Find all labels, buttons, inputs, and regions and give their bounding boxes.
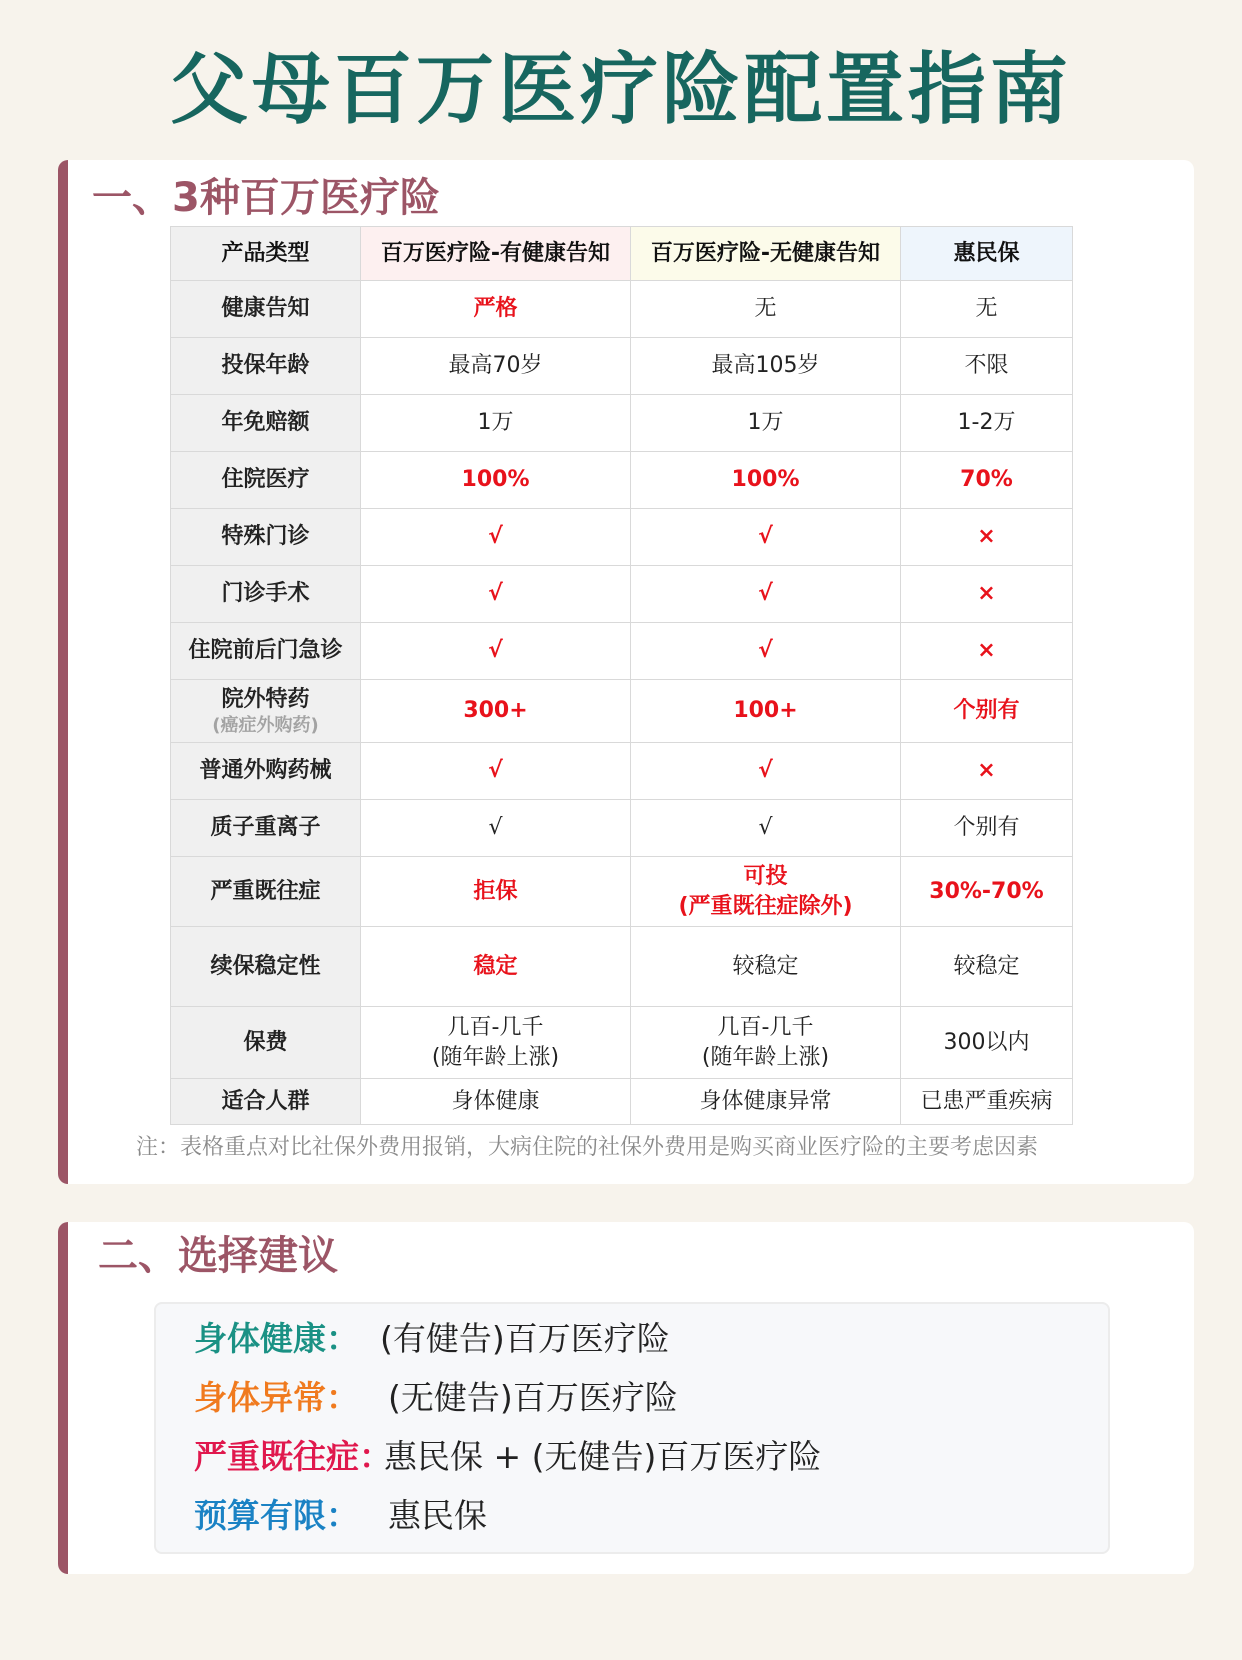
advice-item — [194, 1373, 678, 1423]
row-label: 普通外购药械 — [171, 743, 361, 800]
column-header: 百万医疗险-有健康告知 — [361, 227, 631, 281]
row-label: 门诊手术 — [171, 566, 361, 623]
table-row — [171, 281, 1073, 338]
table-cell: √ — [631, 623, 901, 680]
advice-card — [58, 1222, 1194, 1574]
table-cell: 300+ — [361, 680, 631, 743]
advice-item — [194, 1314, 670, 1364]
table-row — [171, 1079, 1073, 1125]
row-label: 适合人群 — [171, 1079, 361, 1125]
table-cell: 1-2万 — [901, 395, 1073, 452]
table-cell: × — [901, 509, 1073, 566]
table-row — [171, 1007, 1073, 1079]
cell-sub: (随年龄上涨) — [431, 1044, 560, 1070]
row-label-main: 院外特药 — [221, 687, 310, 712]
cell-main: 几百-几千 — [447, 1014, 544, 1040]
table-cell: 较稳定 — [901, 927, 1073, 1007]
section-heading-comparison: 一、3种百万医疗险 — [92, 175, 440, 221]
comparison-table — [170, 226, 1073, 1125]
table-cell: 100% — [631, 452, 901, 509]
table-cell: 300以内 — [901, 1007, 1073, 1079]
table-cell: 个别有 — [901, 680, 1073, 743]
advice-label: 严重既往症： — [194, 1437, 392, 1476]
row-label: 健康告知 — [171, 281, 361, 338]
row-label: 续保稳定性 — [171, 927, 361, 1007]
table-cell — [361, 1007, 631, 1079]
row-label — [171, 680, 361, 743]
row-label: 年免赔额 — [171, 395, 361, 452]
table-header-row — [171, 227, 1073, 281]
table-cell: 已患严重疾病 — [901, 1079, 1073, 1125]
table-cell: √ — [631, 743, 901, 800]
cell-main: 可投 — [743, 863, 788, 889]
table-cell: √ — [631, 509, 901, 566]
advice-label: 预算有限： — [194, 1496, 359, 1535]
table-cell: √ — [631, 566, 901, 623]
row-label: 质子重离子 — [171, 800, 361, 857]
table-row — [171, 857, 1073, 927]
column-header: 百万医疗险-无健康告知 — [631, 227, 901, 281]
accent-bar — [58, 1222, 68, 1574]
table-cell: 最高105岁 — [631, 338, 901, 395]
table-cell: 稳定 — [361, 927, 631, 1007]
table-row — [171, 395, 1073, 452]
advice-item — [194, 1432, 822, 1482]
table-cell: 个别有 — [901, 800, 1073, 857]
table-row — [171, 800, 1073, 857]
row-label: 住院前后门急诊 — [171, 623, 361, 680]
advice-label: 身体健康： — [194, 1319, 359, 1358]
column-header: 产品类型 — [171, 227, 361, 281]
table-cell: 身体健康 — [361, 1079, 631, 1125]
column-header: 惠民保 — [901, 227, 1073, 281]
table-cell: √ — [631, 800, 901, 857]
table-cell: √ — [361, 509, 631, 566]
table-row — [171, 680, 1073, 743]
advice-value: (无健告)百万医疗险 — [388, 1378, 678, 1417]
table-row — [171, 927, 1073, 1007]
row-label: 投保年龄 — [171, 338, 361, 395]
table-cell: √ — [361, 743, 631, 800]
table-cell: 1万 — [631, 395, 901, 452]
advice-box — [154, 1302, 1110, 1554]
table-row — [171, 623, 1073, 680]
row-label: 特殊门诊 — [171, 509, 361, 566]
comparison-card — [58, 160, 1194, 1184]
table-cell: √ — [361, 566, 631, 623]
advice-value: 惠民保 — [388, 1496, 487, 1535]
table-cell: 30%-70% — [901, 857, 1073, 927]
table-cell: 1万 — [361, 395, 631, 452]
section-heading-advice: 二、选择建议 — [98, 1233, 338, 1279]
table-cell: 无 — [631, 281, 901, 338]
row-label: 住院医疗 — [171, 452, 361, 509]
table-row — [171, 509, 1073, 566]
table-cell: × — [901, 743, 1073, 800]
advice-label: 身体异常： — [194, 1378, 359, 1417]
table-note: 注：表格重点对比社保外费用报销，大病住院的社保外费用是购买商业医疗险的主要考虑因素 — [136, 1135, 1039, 1160]
advice-item — [194, 1491, 487, 1541]
table-cell: 无 — [901, 281, 1073, 338]
table-cell: 身体健康异常 — [631, 1079, 901, 1125]
row-label-sub: (癌症外购药) — [212, 715, 319, 736]
table-cell: × — [901, 623, 1073, 680]
table-cell: 拒保 — [361, 857, 631, 927]
table-cell: 100+ — [631, 680, 901, 743]
page-title: 父母百万医疗险配置指南 — [169, 45, 1072, 135]
table-cell: 严格 — [361, 281, 631, 338]
cell-main: 几百-几千 — [717, 1014, 814, 1040]
table-cell: √ — [361, 800, 631, 857]
table-cell: × — [901, 566, 1073, 623]
row-label: 严重既往症 — [171, 857, 361, 927]
advice-value: (有健告)百万医疗险 — [380, 1319, 670, 1358]
row-label: 保费 — [171, 1007, 361, 1079]
table-cell: 70% — [901, 452, 1073, 509]
table-cell — [631, 857, 901, 927]
table-cell: 不限 — [901, 338, 1073, 395]
table-cell: √ — [361, 623, 631, 680]
table-row — [171, 452, 1073, 509]
table-cell: 较稳定 — [631, 927, 901, 1007]
accent-bar — [58, 160, 68, 1184]
table-row — [171, 743, 1073, 800]
table-row — [171, 566, 1073, 623]
cell-sub: (随年龄上涨) — [701, 1044, 830, 1070]
table-cell: 100% — [361, 452, 631, 509]
cell-sub: (严重既往症除外) — [678, 893, 853, 919]
table-row — [171, 338, 1073, 395]
table-cell: 最高70岁 — [361, 338, 631, 395]
table-cell — [631, 1007, 901, 1079]
advice-value: 惠民保 + (无健告)百万医疗险 — [384, 1437, 822, 1476]
